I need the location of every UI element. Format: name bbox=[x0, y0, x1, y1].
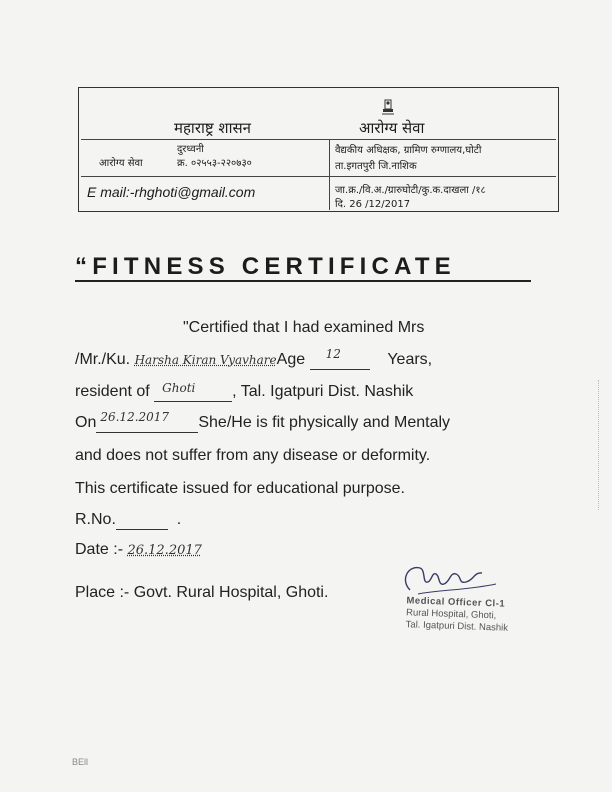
rno-dot: . bbox=[176, 511, 182, 528]
date-label: Date :- bbox=[75, 541, 124, 558]
letterhead-date: दि. 26 /12/2017 bbox=[335, 199, 411, 210]
candidate-name: Harsha Kiran Vyavhare bbox=[134, 353, 277, 367]
letterhead bbox=[78, 87, 559, 212]
letterhead-title-left: महाराष्ट्र शासन bbox=[174, 119, 251, 137]
age-value: 12 bbox=[325, 347, 341, 361]
margin-mark bbox=[598, 380, 605, 510]
on-label: On bbox=[75, 414, 97, 431]
rno-field bbox=[116, 511, 168, 530]
rno-line bbox=[75, 511, 181, 530]
title-prefix: /Mr./Ku. bbox=[75, 351, 131, 368]
place-line: Place :- Govt. Rural Hospital, Ghoti. bbox=[75, 584, 329, 601]
body-line-2 bbox=[75, 347, 433, 370]
body-line-4 bbox=[75, 410, 451, 433]
body-line-1: "Certified that I had examined Mrs bbox=[183, 319, 425, 336]
title-underline bbox=[75, 280, 531, 282]
page-title: “FITNESS CERTIFICATE bbox=[75, 253, 456, 280]
hospital-line2: ता.इगतपुरी जि.नाशिक bbox=[335, 161, 417, 172]
body-line-5: and does not suffer from any disease or deformity. bbox=[75, 447, 431, 464]
exam-date-field bbox=[96, 410, 198, 433]
rno-label: R.No. bbox=[75, 511, 116, 528]
village-value: Ghoti bbox=[162, 381, 196, 395]
stamp-line-1: Medical Officer Cl-1 bbox=[406, 595, 506, 610]
footer-mark: BEll bbox=[72, 757, 89, 767]
fitness-statement: She/He is fit physically and Mentaly bbox=[198, 414, 451, 431]
phone-number: क्र. ०२५५३-२२०७३० bbox=[177, 158, 252, 169]
age-field bbox=[310, 347, 370, 370]
issue-date-value: 26.12.2017 bbox=[127, 543, 202, 558]
letterhead-divider-2 bbox=[81, 176, 556, 177]
age-label: Age bbox=[276, 351, 306, 368]
email-address: E mail:-rhghoti@gmail.com bbox=[87, 184, 256, 200]
years-label: Years, bbox=[387, 351, 433, 368]
stamp-line-2: Rural Hospital, Ghoti, bbox=[405, 607, 497, 622]
letterhead-divider bbox=[81, 139, 556, 140]
district-text: , Tal. Igatpuri Dist. Nashik bbox=[232, 383, 414, 400]
letterhead-vertical-divider bbox=[329, 140, 330, 210]
letterhead-title-right: आरोग्य सेवा bbox=[359, 119, 425, 137]
resident-label: resident of bbox=[75, 383, 150, 400]
official-stamp bbox=[405, 595, 509, 635]
body-line-6: This certificate issued for educational purpose. bbox=[75, 480, 405, 497]
exam-date-value: 26.12.2017 bbox=[100, 410, 170, 424]
phone-label: दुरध्वनी bbox=[177, 144, 204, 155]
hospital-line1: वैद्यकीय अधिक्षक, ग्रामिण रुग्णालय,घोटी bbox=[335, 145, 482, 156]
state-emblem-icon bbox=[379, 98, 397, 116]
dept-label: आरोग्य सेवा bbox=[99, 158, 143, 169]
date-line bbox=[75, 541, 202, 559]
body-line-3 bbox=[75, 383, 413, 402]
reference-number: जा.क्र./वि.अ./ग्रारुघोटी/कु.क.दाखला /१८ bbox=[335, 185, 486, 196]
stamp-line-3: Tal. Igatpuri Dist. Nashik bbox=[405, 619, 509, 634]
village-field bbox=[154, 383, 232, 402]
